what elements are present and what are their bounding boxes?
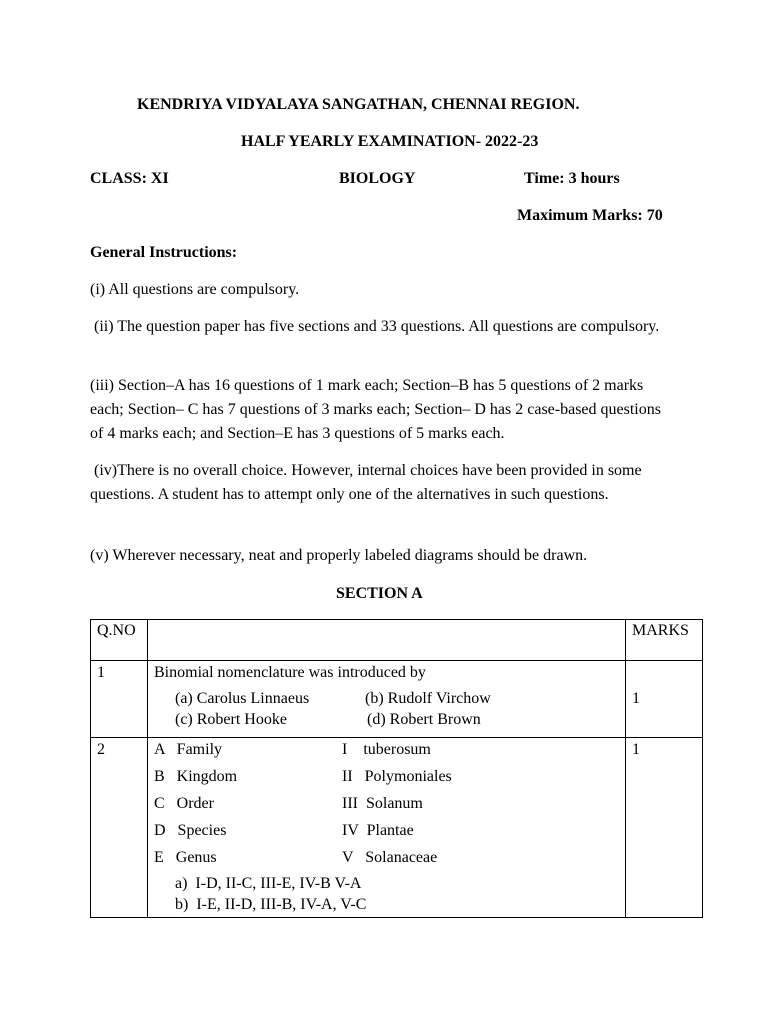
q1-text: Binomial nomenclature was introduced by: [154, 664, 426, 681]
instruction-1: (i) All questions are compulsory.: [90, 281, 300, 298]
column-b-item-3: III Solanum: [342, 795, 423, 812]
instruction-2: (ii) The question paper has five sections and 33 questions. All questions are compulsory.: [90, 318, 660, 335]
q1-option-a: (a) Carolus Linnaeus: [175, 690, 310, 707]
questions-table: [90, 619, 703, 918]
column-b-item-4: IV Plantae: [342, 822, 414, 839]
q1-option-c: (c) Robert Hooke: [175, 711, 287, 728]
column-a-item-2: B Kingdom: [154, 768, 238, 785]
match-row-5: [154, 844, 619, 871]
q1-options: [154, 688, 619, 730]
exam-title: HALF YEARLY EXAMINATION- 2022-23: [241, 133, 539, 150]
q2-marks: 1: [626, 738, 703, 918]
match-row-1: [154, 736, 619, 763]
match-row-2: [154, 763, 619, 790]
column-b-item-2: II Polymoniales: [342, 768, 452, 785]
q2-match-list: [154, 736, 619, 871]
column-a-item-4: D Species: [154, 822, 227, 839]
instruction-5: (v) Wherever necessary, neat and properly labeled diagrams should be drawn.: [90, 547, 588, 564]
q2-option-b: b) I-E, II-D, III-B, IV-A, V-C: [175, 896, 367, 913]
marks-header: MARKS: [626, 620, 703, 661]
question-header: [148, 620, 626, 661]
table-row: [91, 738, 703, 918]
q2-option-a: a) I-D, II-C, III-E, IV-B V-A: [175, 875, 362, 892]
column-a-item-5: E Genus: [154, 849, 217, 866]
q2-number: 2: [91, 738, 148, 918]
max-marks-label: Maximum Marks: 70: [517, 207, 663, 224]
section-title: SECTION A: [336, 585, 423, 602]
table-row: [91, 661, 703, 738]
time-label: Time: 3 hours: [524, 170, 620, 187]
instruction-4: (iv)There is no overall choice. However, internal choices have been provided in some questions. A student has to attempt only one of the alternatives in such questions.: [90, 462, 646, 503]
subject-label: BIOLOGY: [339, 170, 416, 187]
match-row-3: [154, 790, 619, 817]
class-label: CLASS: XI: [90, 170, 169, 187]
q1-cell: [148, 661, 626, 738]
column-a-item-1: A Family: [154, 741, 223, 758]
q1-number: 1: [91, 661, 148, 738]
q1-option-b: (b) Rudolf Virchow: [365, 690, 491, 707]
column-a-item-3: C Order: [154, 795, 214, 812]
column-b-item-5: V Solanaceae: [342, 849, 438, 866]
q1-marks: 1: [626, 661, 703, 738]
q2-cell: [148, 738, 626, 918]
match-row-4: [154, 817, 619, 844]
instruction-3: (iii) Section–A has 16 questions of 1 mark each; Section–B has 5 questions of 2 marks each; Section– C has 7 questions of 3 marks each; Section– D has 2 case-based questions of 4 marks each; and Section–E has 3 questions of 5 marks each.: [90, 377, 661, 442]
q1-option-d: (d) Robert Brown: [367, 711, 481, 728]
table-header-row: [91, 620, 703, 661]
organization-title: KENDRIYA VIDYALAYA SANGATHAN, CHENNAI REGION.: [137, 96, 580, 113]
qno-header: Q.NO: [91, 620, 148, 661]
instructions-heading: General Instructions:: [90, 244, 238, 261]
column-b-item-1: I tuberosum: [342, 741, 431, 758]
